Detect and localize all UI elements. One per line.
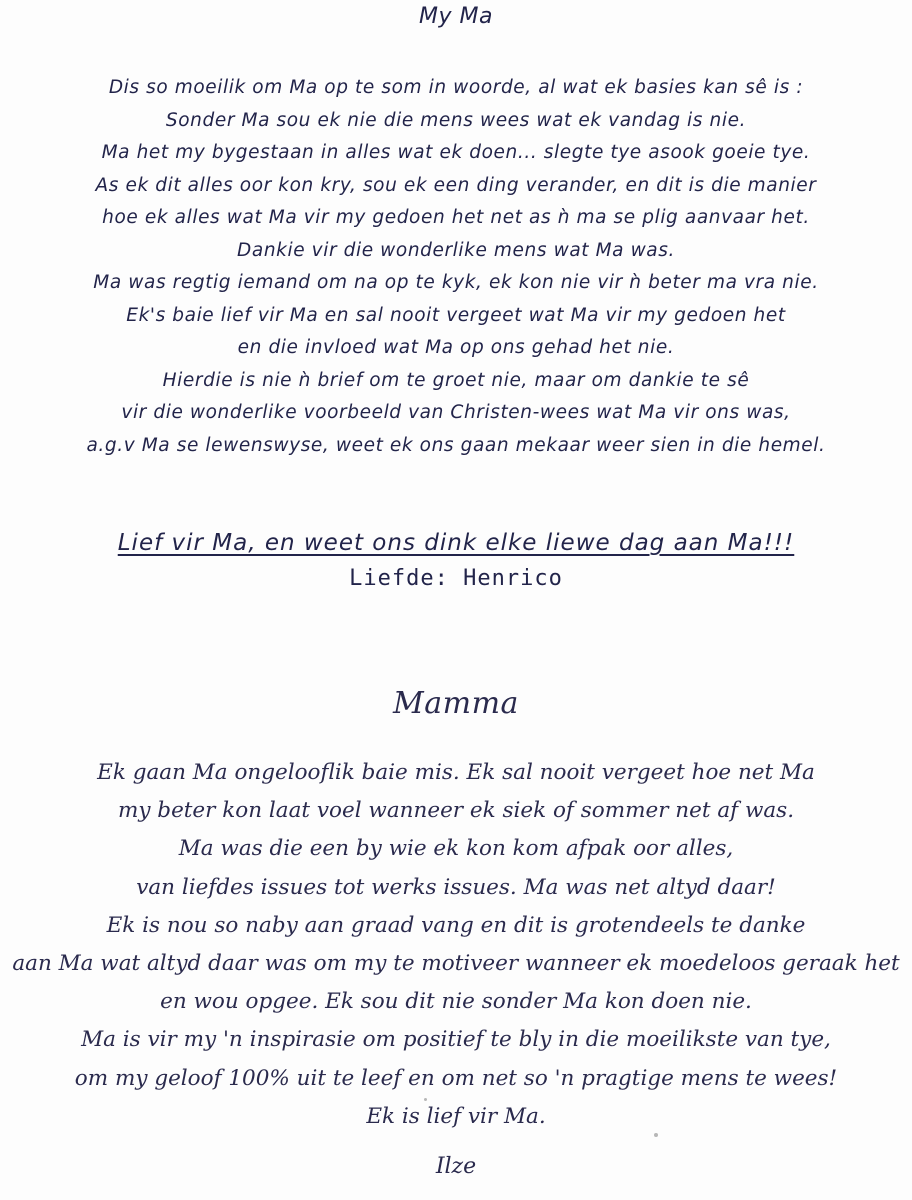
letter-line: Ek gaan Ma ongelooflik baie mis. Ek sal nooit vergeet hoe net Ma [97, 760, 815, 785]
letter-line: Ek's baie lief vir Ma en sal nooit vergeet wat Ma vir my gedoen het [126, 304, 786, 326]
letter-body [0, 754, 912, 1136]
letter-line: van liefdes issues tot werks issues. Ma was net altyd daar! [136, 874, 776, 900]
letter-body [0, 72, 912, 462]
letter-line: Ek is lief vir Ma. [366, 1103, 546, 1129]
letter-line: Hierdie is nie ǹ brief om te groet nie, maar om dankie te sê [162, 369, 750, 391]
letter-signature: Liefde: Henrico [349, 566, 563, 591]
letter-line: Ma was regtig iemand om na op te kyk, ek kon nie vir ǹ beter ma vra nie. [93, 272, 819, 293]
letter-line: Dankie vir die wonderlike mens wat Ma was. [237, 239, 675, 261]
letter-line: Ma was die een by wie ek kon kom afpak oor alles, [178, 836, 734, 862]
letter-signature: Ilze [435, 1154, 477, 1179]
letter-line: Sonder Ma sou ek nie die mens wees wat ek vandag is nie. [165, 109, 747, 131]
letter-line: om my geloof 100% uit te leef en om net so 'n pragtige mens te wees! [74, 1065, 838, 1091]
letter-title: My Ma [419, 4, 493, 29]
scan-speck [424, 1098, 427, 1101]
letter-line: As ek dit alles oor kon kry, sou ek een ding verander, en dit is die manier [95, 174, 817, 196]
letter-line: aan Ma wat altyd daar was om my te motiveer wanneer ek moedeloos geraak het [12, 950, 900, 976]
letter-line: Ma het my bygestaan in alles wat ek doen... slegte tye asook goeie tye. [101, 142, 811, 163]
letter-line: vir die wonderlike voorbeeld van Christen-wees wat Ma vir ons was, [121, 402, 791, 423]
scan-speck [654, 1133, 658, 1137]
letter-title: Mamma [393, 686, 519, 721]
letter-line: my beter kon laat voel wanneer ek siek of sommer net af was. [117, 798, 795, 824]
letter-line: hoe ek alles wat Ma vir my gedoen het net as ǹ ma se plig aanvaar het. [102, 207, 810, 228]
letter-line: a.g.v Ma se lewenswyse, weet ek ons gaan mekaar weer sien in die hemel. [86, 434, 826, 456]
letter-closing: Lief vir Ma, en weet ons dink elke liewe dag aan Ma!!! [117, 530, 795, 556]
letter-line: Ma is vir my 'n inspirasie om positief te bly in die moeilikste van tye, [81, 1027, 831, 1053]
letter-line: Dis so moeilik om Ma op te som in woorde, al wat ek basies kan sê is : [108, 77, 804, 98]
letter-line: en wou opgee. Ek sou dit nie sonder Ma kon doen nie. [160, 989, 752, 1015]
letter-line: Ek is nou so naby aan graad vang en dit is grotendeels te danke [106, 912, 806, 938]
letter-line: en die invloed wat Ma op ons gehad het nie. [237, 337, 675, 358]
